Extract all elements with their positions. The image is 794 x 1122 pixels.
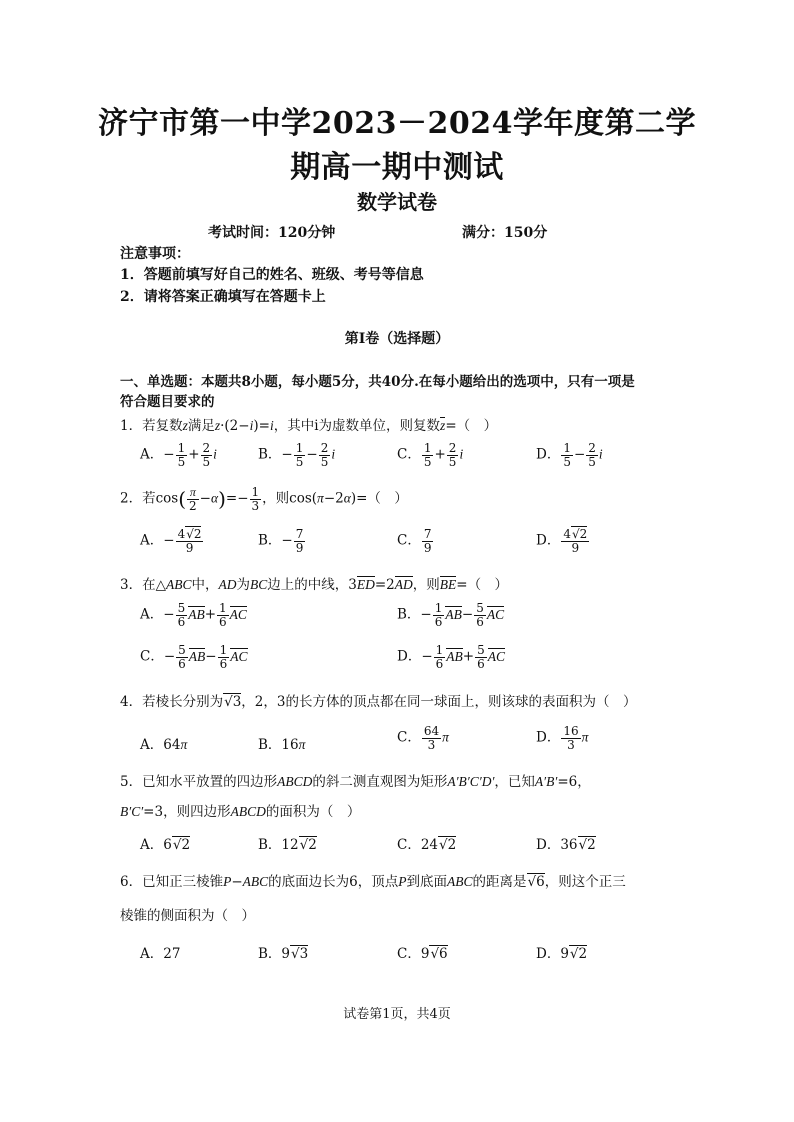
question-3: 3．在△ABC中，AD为BC边上的中线，3ED=2AD，则BE=（ ） xyxy=(120,577,509,593)
q5-option-d: D．36√2 xyxy=(536,837,596,853)
q1-number: 1．若复数 xyxy=(120,418,183,434)
q3-text: 中， xyxy=(191,577,219,593)
q5-option-b: B．12√2 xyxy=(258,837,317,853)
q4-text: 4．若棱长分别为 xyxy=(120,694,224,710)
section-title: 第I卷（选择题） xyxy=(344,331,450,347)
q1-option-c: C． $\frac{1}{5}$ + $\frac{2}{5}$ i xyxy=(397,441,464,469)
notice-heading: 注意事项： xyxy=(120,246,190,262)
q2-option-c: C． $\frac{7}{9}$ xyxy=(397,527,432,555)
q4-option-a: A．64π xyxy=(140,737,188,753)
exam-time: 考试时间：120分钟 xyxy=(208,225,336,241)
q1-option-b: B．− $\frac{1}{5}$ − $\frac{2}{5}$ i xyxy=(258,441,336,469)
q2-number: 2．若 xyxy=(120,490,156,507)
q1-text: 满足 xyxy=(187,418,215,434)
q2-text: ，则 xyxy=(262,490,290,507)
q2-option-a: A．− $\frac{4√2}{9}$ xyxy=(140,527,202,555)
q5-option-a: A．6√2 xyxy=(140,837,191,853)
q3-option-c: C．− $\frac{5}{6}$ AB− $\frac{1}{6}$ AC xyxy=(140,643,248,671)
question-6-line1: 6．已知正三棱锥P−ABC的底面边长为6，顶点P到底面ABC的距离是√6，则这个正三 xyxy=(120,874,626,890)
q4-option-c: C． $\frac{64}{3}$ π xyxy=(397,724,449,752)
question-2: 2．若cos( $\frac{\pi}{2}$ −α)=− $\frac{1}{3}$ ，则cos(π−2α)=（ ） xyxy=(120,485,408,513)
q5-text: 的面积为（ ） xyxy=(265,804,361,820)
question-1: 1．若复数z满足z·(2−i)=i，其中i为虚数单位，则复数z=（ ） xyxy=(120,418,498,434)
notice-item-1: 1．答题前填写好自己的姓名、班级、考号等信息 xyxy=(120,267,424,283)
q3-option-a: A．− $\frac{5}{6}$ AB+ $\frac{1}{6}$ AC xyxy=(140,601,247,629)
q3-text: ，则 xyxy=(412,577,440,593)
q3-option-d: D．− $\frac{1}{6}$ AB+ $\frac{5}{6}$ AC xyxy=(397,643,505,671)
q3-text: 为 xyxy=(236,577,250,593)
question-4: 4．若棱长分别为√3，2，3的长方体的顶点都在同一球面上，则该球的表面积为（ ） xyxy=(120,694,637,710)
part-one-intro-line1: 一、单选题：本题共8小题，每小题5分，共40分.在每小题给出的选项中，只有一项是 xyxy=(120,374,635,390)
q3-option-b: B．− $\frac{1}{6}$ AB− $\frac{5}{6}$ AC xyxy=(397,601,505,629)
q6-text: 到底面 xyxy=(406,874,447,890)
q3-paren: （ ） xyxy=(467,577,509,593)
q6-option-c: C．9√6 xyxy=(397,946,448,962)
q4-text: ，2，3的长方体的顶点都在同一球面上，则该球的表面积为（ ） xyxy=(241,694,637,710)
q4-option-d: D． $\frac{16}{3}$ π xyxy=(536,724,589,752)
question-6-line2: 棱锥的侧面积为（ ） xyxy=(120,908,255,924)
q2-paren: （ ） xyxy=(367,490,408,507)
exam-subtitle: 数学试卷 xyxy=(357,190,437,214)
full-score: 满分：150分 xyxy=(462,225,548,241)
q1-paren: （ ） xyxy=(456,418,498,434)
q6-text: ，则这个正三 xyxy=(544,874,626,890)
q1-text: 为虚数单位，则复数 xyxy=(318,418,441,434)
q1-text: i xyxy=(314,418,319,434)
page-footer: 试卷第1页，共4页 xyxy=(343,1007,451,1022)
q6-text: 的距离是 xyxy=(472,874,527,890)
exam-title-line1: 济宁市第一中学2023－2024学年度第二学 xyxy=(98,106,696,141)
q5-text: 的斜二测直观图为矩形 xyxy=(312,774,448,790)
q5-option-c: C．24√2 xyxy=(397,837,457,853)
q6-option-d: D．9√2 xyxy=(536,946,588,962)
q5-text: ，则四边形 xyxy=(163,804,231,820)
question-5-line2: B′C′=3，则四边形ABCD的面积为（ ） xyxy=(120,804,361,820)
part-one-intro-line2: 符合题目要求的 xyxy=(120,394,215,410)
exam-title-line2: 期高一期中测试 xyxy=(290,150,504,185)
q1-option-a: A．− $\frac{1}{5}$ + $\frac{2}{5}$ i xyxy=(140,441,217,469)
notice-item-2: 2．请将答案正确填写在答题卡上 xyxy=(120,289,326,305)
q1-text: ，其中 xyxy=(273,418,315,434)
q6-option-b: B．9√3 xyxy=(258,946,309,962)
q5-text: ，已知 xyxy=(494,774,535,790)
q3-text: 边上的中线， xyxy=(267,577,349,593)
q1-option-d: D． $\frac{1}{5}$ − $\frac{2}{5}$ i xyxy=(536,441,603,469)
q6-option-a: A．27 xyxy=(140,946,181,962)
q3-number: 3．在 xyxy=(120,577,156,593)
question-5-line1: 5．已知水平放置的四边形ABCD的斜二测直观图为矩形A′B′C′D′，已知A′B′=6， xyxy=(120,774,591,790)
q4-option-b: B．16π xyxy=(258,737,306,753)
q5-text: 5．已知水平放置的四边形 xyxy=(120,774,278,790)
q6-text: 的底面边长为6，顶点 xyxy=(268,874,399,890)
q2-option-d: D． $\frac{4√2}{9}$ xyxy=(536,527,588,555)
q2-option-b: B．− $\frac{7}{9}$ xyxy=(258,527,304,555)
q6-text: 6．已知正三棱锥 xyxy=(120,874,224,890)
